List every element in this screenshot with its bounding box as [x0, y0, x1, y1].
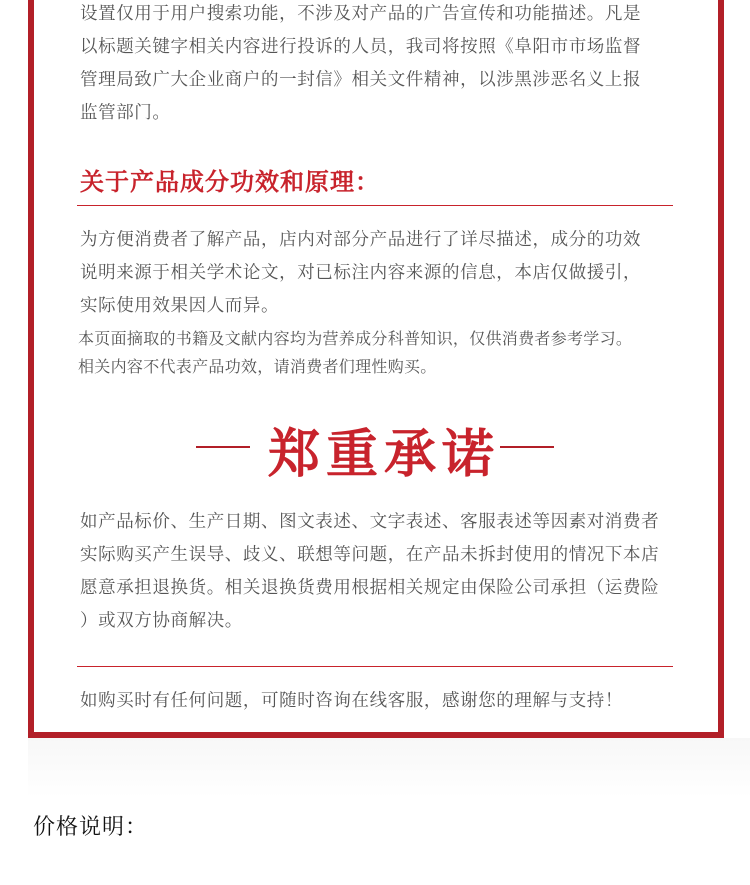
ingredients-heading: 关于产品成分功效和原理：: [80, 168, 380, 196]
disclaimer-line: 监管部门。: [80, 103, 171, 123]
disclaimer-line: 管理局致广大企业商户的一封信》相关文件精神，以涉黑涉恶名义上报: [80, 70, 642, 90]
promise-line: 实际购买产生误导、歧义、联想等问题，在产品未拆封使用的情况下本店: [80, 545, 660, 565]
promise-line: ）或双方协商解决。: [80, 611, 243, 631]
ingredients-line: 说明来源于相关学术论文，对已标注内容来源的信息，本店仅做援引，: [80, 263, 642, 283]
disclaimer-line: 设置仅用于用户搜索功能，不涉及对产品的广告宣传和功能描述。凡是: [80, 4, 642, 24]
promise-title: 郑重承诺: [268, 424, 501, 485]
note-line: 本页面摘取的书籍及文献内容均为营养成分科普知识，仅供消费者参考学习。: [78, 329, 633, 348]
card-shadow: [28, 738, 750, 798]
footer-divider: [77, 666, 673, 667]
heading-divider: [77, 205, 673, 206]
promise-line: 愿意承担退换货。相关退换货费用根据相关规定由保险公司承担（运费险: [80, 578, 660, 598]
promise-title-row: [0, 408, 750, 488]
ingredients-note: [78, 325, 632, 381]
ingredients-line: 为方便消费者了解产品，店内对部分产品进行了详尽描述，成分的功效: [80, 230, 642, 250]
ingredients-line: 实际使用效果因人而异。: [80, 296, 280, 316]
promise-line: 如产品标价、生产日期、图文表述、文字表述、客服表述等因素对消费者: [80, 512, 660, 532]
price-section-label: 价格说明：: [33, 815, 149, 840]
disclaimer-line: 以标题关键字相关内容进行投诉的人员，我司将按照《阜阳市市场监督: [80, 37, 642, 57]
footer-note: 如购买时有任何问题，可随时咨询在线客服，感谢您的理解与支持！: [80, 691, 623, 711]
promise-paragraph: [80, 506, 659, 638]
note-line: 相关内容不代表产品功效，请消费者们理性购买。: [78, 357, 437, 376]
disclaimer-paragraph: [80, 0, 641, 130]
title-left-line: [196, 446, 250, 448]
ingredients-paragraph: [80, 224, 641, 323]
title-right-line: [500, 446, 554, 448]
